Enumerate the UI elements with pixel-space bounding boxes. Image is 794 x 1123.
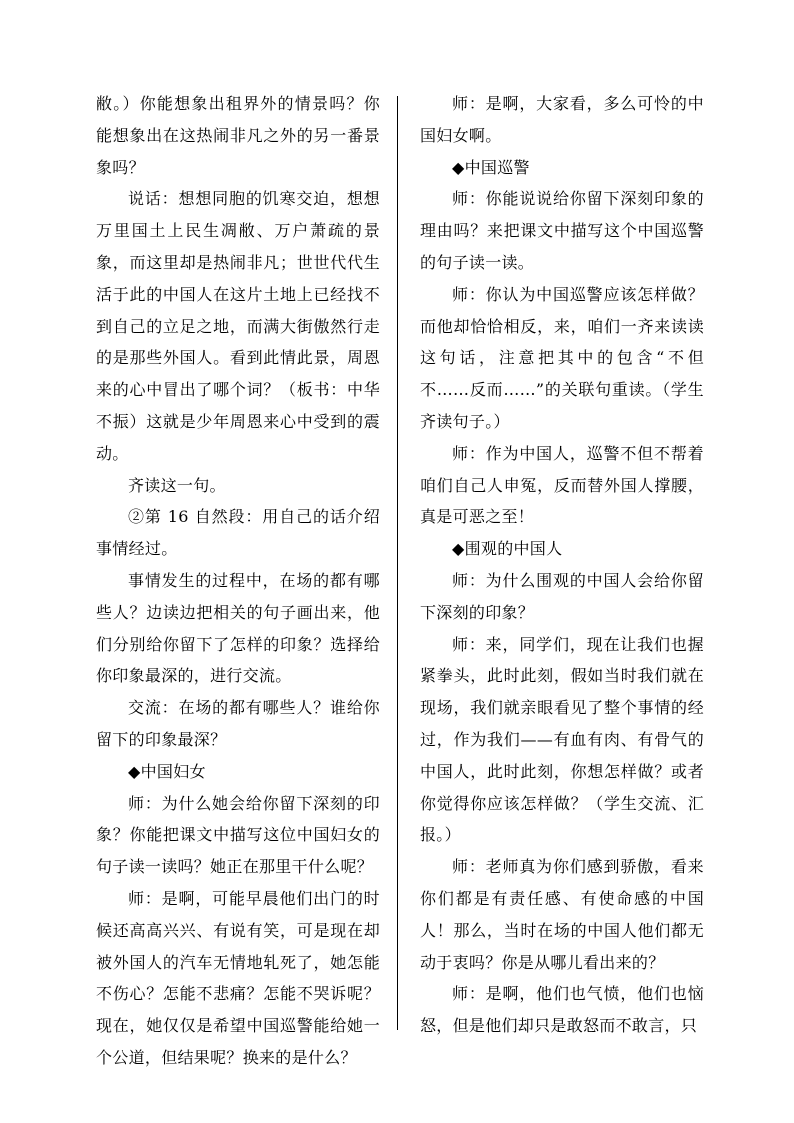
paragraph: 师：老师真为你们感到骄傲，看来你们都是有责任感、有使命感的中国人！那么，当时在场的中国人他们都无动于衷吗？你是从哪儿看出来的？	[420, 857, 704, 972]
paragraph: 事情发生的过程中，在场的都有哪些人？边读边把相关的句子画出来，他们分别给你留下了怎样的印象？选择给你印象最深的，进行交流。	[96, 570, 380, 686]
paragraph: 交流：在场的都有哪些人？谁给你留下的印象最深？	[96, 698, 380, 749]
paragraph: ◆中国妇女	[128, 761, 206, 781]
right-column	[420, 88, 704, 1042]
paragraph: 师：是啊，大家看，多么可怜的中国妇女啊。	[420, 94, 704, 145]
paragraph: 师：为什么她会给你留下深刻的印象？你能把课文中描写这位中国妇女的句子读一读吗？她正在那里干什么呢？	[96, 793, 380, 877]
paragraph: 师：为什么围观的中国人会给你留下深刻的印象？	[420, 570, 704, 622]
paragraph: 师：来，同学们，现在让我们也握紧拳头，此时此刻，假如当时我们就在现场，我们就亲眼看见了整个事情的经过，作为我们——有血有肉、有骨气的中国人，此时此刻，你想怎样做？或者你觉得你应该怎样做？（学生交流、汇报。）	[420, 634, 704, 845]
left-column	[96, 88, 380, 1074]
column-divider	[397, 96, 398, 1030]
paragraph: 师：是啊，可能早晨他们出门的时候还高高兴兴、有说有笑，可是现在却被外国人的汽车无情地轧死了，她怎能不伤心？怎能不悲痛？怎能不哭诉呢？现在，她仅仅是希望中国巡警能给她一个公道，但结果呢？换来的是什么？	[96, 888, 380, 1067]
paragraph: 师：你能说说给你留下深刻印象的理由吗？来把课文中描写这个中国巡警的句子读一读。	[420, 189, 704, 272]
paragraph: 敝。）你能想象出租界外的情景吗？你能想象出在这热闹非凡之外的另一番景象吗？	[96, 94, 380, 177]
paragraph: 齐读这一句。	[128, 475, 226, 495]
paragraph: 师：你认为中国巡警应该怎样做？而他却恰恰相反，来，咱们一齐来读读这句话，注意把其中的包含“不但不……反而……”的关联句重读。（学生齐读句子。）	[420, 284, 704, 431]
paragraph: 说话：想想同胞的饥寒交迫，想想万里国土上民生凋敝、万户萧疏的景象，而这里却是热闹非凡；世世代代生活于此的中国人在这片土地上已经找不到自己的立足之地，而满大街傲然行走的是那些外国人。看到此情此景，周恩来的心中冒出了哪个词？（板书：中华不振）这就是少年周恩来心中受到的震动。	[96, 189, 380, 463]
paragraph: 师：作为中国人，巡警不但不帮着咱们自己人申冤，反而替外国人撑腰，真是可恶之至！	[420, 443, 704, 527]
paragraph: 师：是啊，他们也气愤，他们也恼怒，但是他们却只是敢怒而不敢言，只	[420, 984, 704, 1036]
paragraph: ②第 16 自然段：用自己的话介绍事情经过。	[96, 507, 380, 559]
paragraph: ◆中国巡警	[452, 157, 530, 177]
paragraph: ◆围观的中国人	[452, 539, 563, 559]
